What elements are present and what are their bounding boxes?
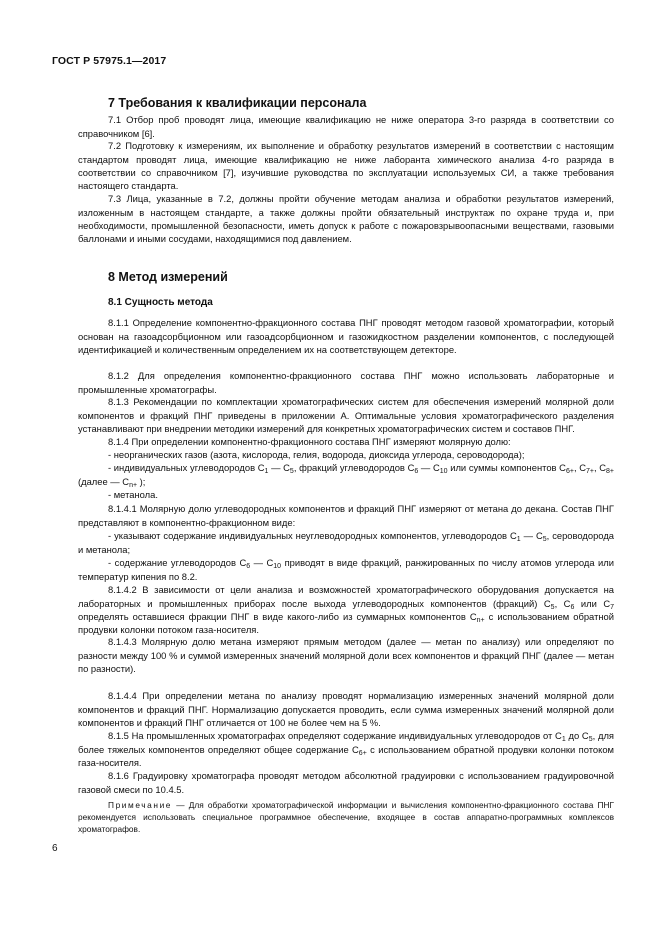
list-item-methanol: - метанола. bbox=[108, 489, 158, 501]
paragraph-8-1-5: 8.1.5 На промышленных хроматографах определяют содержание индивидуальных углеводородов от $С_1$ до $С_5$, для более тяжелых компонентов определяют общее содержание $С_{6+}$ с использованием обратной продувки колонки потоком газа-носителя. bbox=[78, 730, 614, 768]
list-item-fractions: - содержание углеводородов $С_6$ — $С_{10}$ приводят в виде фракций, ранжированных по числу атомов углерода или температур кипения по 8.2. bbox=[78, 557, 614, 582]
paragraph-7-2: 7.2 Подготовку к измерениям, их выполнение и обработку результатов измерений в соответствии с настоящим стандартом проводят лица, имеющие квалификацию не ниже лаборанта химического анализа 4-го разряда в соответствии со справочником [7], изучившие руководства по эксплуатации используемых СИ, а также требования настоящего стандарта. bbox=[78, 140, 614, 191]
section-7-title: 7 Требования к квалификации персонала bbox=[108, 96, 367, 110]
paragraph-8-1-4-3: 8.1.4.3 Молярную долю метана измеряют прямым методом (далее — метан по анализу) или определяют по разности между 100 % и суммой измеренных значений молярной доли всех компонентов и фракций ПНГ (далее — метан по разности). bbox=[78, 636, 614, 674]
note-label: Примечание bbox=[108, 800, 173, 811]
note bbox=[78, 799, 614, 835]
page-number: 6 bbox=[52, 843, 58, 854]
list-item-hydrocarbons: - индивидуальных углеводородов $С_1$ — $С_5$, фракций углеводородов $С_6$ — $С_{10}$ или суммы компонентов $С_{6+}$, $С_{7+}$, $С_{8+}$ (далее — $С_{n+}$ ); bbox=[78, 462, 614, 489]
paragraph-7-1: 7.1 Отбор проб проводят лица, имеющие квалификацию не ниже оператора 3-го разряда в соответствии со справочником [6]. bbox=[78, 114, 614, 139]
subsection-8-1-title: 8.1 Сущность метода bbox=[108, 297, 213, 308]
note-text: — Для обработки хроматографической информации и вычисления компонентно-фракционного состава ПНГ рекомендуется использовать специальное программное обеспечение, входящее в состав аппаратно-программных комплексов хроматографов. bbox=[78, 800, 614, 835]
paragraph-8-1-4-1: 8.1.4.1 Молярную долю углеводородных компонентов и фракций ПНГ измеряют от метана до декана. Состав ПНГ представляют в компонентно-фракционном виде: bbox=[78, 503, 614, 528]
paragraph-8-1-6: 8.1.6 Градуировку хроматографа проводят методом абсолютной градуировки с использованием градуировочной газовой смеси по 10.4.5. bbox=[78, 770, 614, 795]
paragraph-8-1-2: 8.1.2 Для определения компонентно-фракционного состава ПНГ можно использовать лабораторные и промышленные хроматографы. bbox=[78, 370, 614, 395]
section-8-title: 8 Метод измерений bbox=[108, 270, 228, 284]
list-item-inorganic: - неорганических газов (азота, кислорода, гелия, водорода, диоксида углерода, сероводорода); bbox=[108, 449, 525, 461]
list-item-individual-components: - указывают содержание индивидуальных неуглеводородных компонентов, углеводородов $С_1$ — $С_5$, сероводорода и метанола; bbox=[78, 530, 614, 555]
paragraph-8-1-4: 8.1.4 При определении компонентно-фракционного состава ПНГ измеряют молярную долю: bbox=[108, 436, 511, 448]
paragraph-8-1-4-2: 8.1.4.2 В зависимости от цели анализа и возможностей хроматографического оборудования допускается на лабораторных и промышленных приборах после выхода углеводородных компонентов (фракций) $С_5$, $С_6$ или $С_7$ определять оставшиеся фракции ПНГ в виде какого-либо из суммарных компонентов $С_{n+}$ с использованием обратной продувки колонки потоком газа-носителя. bbox=[78, 584, 614, 635]
paragraph-8-1-4-4: 8.1.4.4 При определении метана по анализу проводят нормализацию измеренных значений молярной доли компонентов и фракций ПНГ. Нормализацию допускается проводить, если сумма измеренных значений молярной доли компонентов и фракций ПНГ отличается от 100 не более чем на 5 %. bbox=[78, 690, 614, 728]
standard-header: ГОСТ Р 57975.1—2017 bbox=[52, 55, 167, 67]
paragraph-8-1-3: 8.1.3 Рекомендации по комплектации хроматографических систем для обеспечения измерений молярной доли компонентов и фракций ПНГ приведены в приложении А. Оптимальные условия хроматографического разделения устанавливают при внедрении методики измерений для конкретных хроматографических систем и составов ПНГ. bbox=[78, 396, 614, 434]
paragraph-8-1-1: 8.1.1 Определение компонентно-фракционного состава ПНГ проводят методом газовой хроматографии, который основан на газоадсорбционном или газоадсорбционном и газожидкостном разделении компонентов, с последующей идентификацией и количественным определением их на соответствующем детекторе. bbox=[78, 317, 614, 355]
paragraph-7-3: 7.3 Лица, указанные в 7.2, должны пройти обучение методам анализа и обработки результатов измерений, изложенным в настоящем стандарте, а также должны пройти обязательный инструктаж по охране труда и, при необходимости, промышленной безопасности, иметь допуск к работе с пожаровзрывоопасными веществами, газовыми баллонами и иными сосудами, находящимися под давлением. bbox=[78, 193, 614, 244]
